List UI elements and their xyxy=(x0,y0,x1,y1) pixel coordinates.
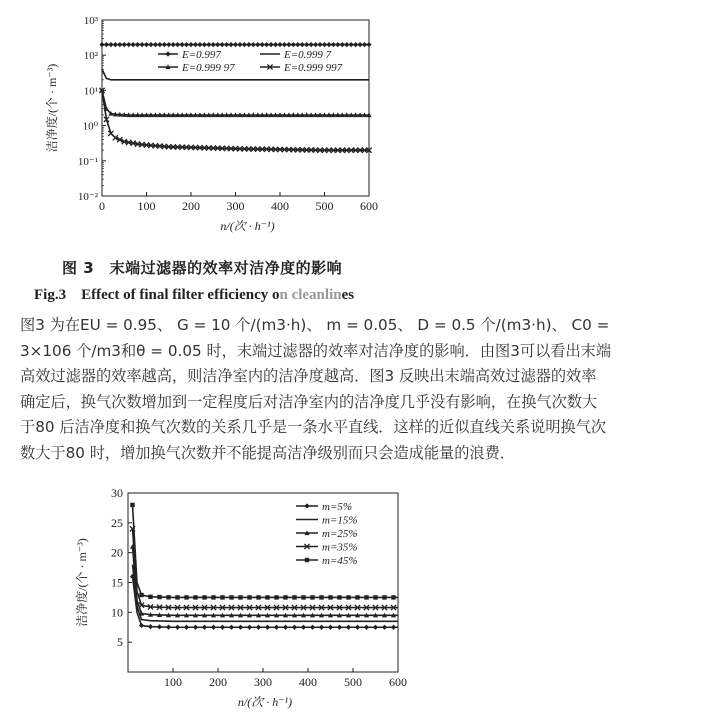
data-point xyxy=(229,625,234,630)
series-line xyxy=(133,577,399,628)
y-tick-label: 10³ xyxy=(83,15,98,27)
y-tick-label: 10² xyxy=(83,50,98,63)
data-point xyxy=(229,595,233,599)
x-tick-label: 500 xyxy=(344,675,362,689)
data-point xyxy=(331,42,336,47)
data-point xyxy=(273,42,278,47)
x-tick-label: 600 xyxy=(389,675,407,689)
data-point xyxy=(220,595,224,599)
data-point xyxy=(337,595,341,599)
data-point xyxy=(304,503,309,508)
legend-item xyxy=(296,515,358,527)
data-point xyxy=(310,625,315,630)
data-point xyxy=(309,42,314,47)
y-tick-label: 20 xyxy=(111,545,123,560)
x-tick-label: 400 xyxy=(299,675,317,689)
data-point xyxy=(292,625,297,630)
data-point xyxy=(364,625,369,630)
figure3-caption-cn: 图 3 末端过滤器的效率对洁净度的影响 xyxy=(62,259,343,277)
data-point xyxy=(99,42,104,47)
data-point xyxy=(206,42,211,47)
data-point xyxy=(184,625,189,630)
legend-item xyxy=(296,501,352,513)
data-point xyxy=(319,625,324,630)
data-point xyxy=(251,42,256,47)
figure3-caption-en xyxy=(34,283,354,304)
data-point xyxy=(274,625,279,630)
data-point xyxy=(317,42,322,47)
data-point xyxy=(337,625,342,630)
data-point xyxy=(260,42,265,47)
legend-item xyxy=(260,49,332,61)
data-point xyxy=(193,595,197,599)
legend-label: E=0.999 7 xyxy=(284,49,332,61)
data-point xyxy=(148,42,153,47)
data-point xyxy=(310,595,314,599)
data-point xyxy=(175,595,179,599)
data-point xyxy=(175,42,180,47)
data-point xyxy=(202,595,206,599)
data-point xyxy=(117,42,122,47)
x-tick-label: 200 xyxy=(182,199,200,213)
data-point xyxy=(197,42,202,47)
data-point xyxy=(305,558,309,562)
data-point xyxy=(166,625,171,630)
x-axis-label: n/(次 · h⁻¹) xyxy=(220,219,275,233)
legend-label: m=25% xyxy=(322,528,358,540)
data-point xyxy=(157,42,162,47)
data-point xyxy=(269,42,274,47)
data-point xyxy=(277,42,282,47)
series-1 xyxy=(133,565,399,622)
data-point xyxy=(353,42,358,47)
data-point xyxy=(193,625,198,630)
data-point xyxy=(220,42,225,47)
data-point xyxy=(238,595,242,599)
legend-item xyxy=(158,49,221,61)
data-point xyxy=(104,42,109,47)
data-point xyxy=(242,42,247,47)
data-point xyxy=(346,595,350,599)
data-point xyxy=(265,595,269,599)
x-tick-label: 600 xyxy=(360,199,378,213)
data-point xyxy=(274,595,278,599)
data-point xyxy=(382,625,387,630)
data-point xyxy=(157,595,161,599)
legend-label: E=0.997 xyxy=(182,49,221,61)
y-tick-label: 10⁻² xyxy=(77,191,98,203)
paragraph-line: 数大于80 时，增加换气次数并不能提高洁净级别而只会造成能量的浪费． xyxy=(20,443,515,462)
legend-label: m=15% xyxy=(322,514,358,527)
y-tick-label: 5 xyxy=(117,635,123,650)
data-point xyxy=(256,595,260,599)
x-tick-label: 0 xyxy=(99,199,105,213)
x-tick-label: 400 xyxy=(271,199,289,213)
x-tick-label: 100 xyxy=(164,675,182,689)
figure3-caption-en-start: Fig.3 Effect of final filter efficiency o xyxy=(34,287,280,303)
data-point xyxy=(319,595,323,599)
data-point xyxy=(228,42,233,47)
data-point xyxy=(238,625,243,630)
data-point xyxy=(382,595,386,599)
data-point xyxy=(282,42,287,47)
legend-label: m=5% xyxy=(322,501,353,513)
series-2 xyxy=(99,88,371,117)
data-point xyxy=(362,42,367,47)
body-paragraph xyxy=(20,313,696,466)
data-point xyxy=(373,625,378,630)
data-point xyxy=(346,625,351,630)
data-point xyxy=(237,42,242,47)
series-line xyxy=(102,90,369,150)
data-point xyxy=(166,595,170,599)
data-point xyxy=(224,42,229,47)
data-point xyxy=(211,42,216,47)
data-point xyxy=(246,42,251,47)
paragraph-line: 于80 后洁净度和换气次数的关系几乎是一条水平直线．这样的近似直线关系说明换气次 xyxy=(20,418,607,436)
data-point xyxy=(180,42,185,47)
data-point xyxy=(122,42,127,47)
x-tick-label: 500 xyxy=(315,199,334,213)
y-tick-label: 10¹ xyxy=(83,85,98,98)
data-point xyxy=(144,42,149,47)
y-tick-label: 30 xyxy=(111,486,123,500)
data-point xyxy=(344,42,349,47)
series-3 xyxy=(99,88,371,153)
legend-label: m=35% xyxy=(322,541,358,554)
series-0 xyxy=(99,42,371,47)
data-point xyxy=(283,625,288,630)
data-point xyxy=(184,595,188,599)
y-tick-label: 10⁰ xyxy=(82,120,98,133)
data-point xyxy=(366,42,371,47)
data-point xyxy=(135,42,140,47)
data-point xyxy=(220,625,225,630)
figure3-caption-en-end: es xyxy=(341,287,355,303)
paragraph-line: 确定后，换气次数增加到一定程度后对洁净室内的洁净度几乎没有影响，在换气次数大 xyxy=(20,392,598,411)
data-point xyxy=(171,42,176,47)
data-point xyxy=(355,625,360,630)
data-point xyxy=(175,625,180,630)
y-tick-label: 10⁻¹ xyxy=(77,155,98,168)
data-point xyxy=(247,595,251,599)
data-point xyxy=(340,42,345,47)
data-point xyxy=(215,42,220,47)
x-axis-label: n/(次 · h⁻¹) xyxy=(237,695,293,709)
data-point xyxy=(211,595,215,599)
legend-label: E=0.999 97 xyxy=(182,62,235,74)
data-point xyxy=(108,42,113,47)
legend-item xyxy=(296,542,358,554)
legend-item xyxy=(296,528,358,540)
data-point xyxy=(283,595,287,599)
data-point xyxy=(304,42,309,47)
data-point xyxy=(165,51,170,56)
paragraph-line: 图3 为在EU = 0.95、 G = 10 个/(m3·h)、 m = 0.05、 D = 0.5 个/(m3·h)、 C0 = xyxy=(20,316,610,334)
data-point xyxy=(313,42,318,47)
data-point xyxy=(391,595,395,599)
data-point xyxy=(202,625,207,630)
data-point xyxy=(364,595,368,599)
data-point xyxy=(286,42,291,47)
paragraph-line: 高效过滤器的效率越高，则洁净室内的洁净度越高．图3 反映出末端高效过滤器的效率 xyxy=(20,367,597,385)
data-point xyxy=(247,625,252,630)
data-point xyxy=(373,595,377,599)
figure4-chart xyxy=(70,478,415,718)
data-point xyxy=(148,624,153,629)
y-tick-label: 10 xyxy=(111,605,123,620)
series-line xyxy=(133,505,399,597)
data-point xyxy=(355,595,359,599)
data-point xyxy=(139,623,144,628)
legend-item xyxy=(158,62,235,74)
y-tick-label: 25 xyxy=(111,515,123,530)
paragraph-line: 3×106 个/m3和θ = 0.05 时，末端过滤器的效率对洁净度的影响．由图3可以看出末端 xyxy=(20,341,612,360)
data-point xyxy=(211,625,216,630)
data-point xyxy=(193,42,198,47)
data-point xyxy=(256,625,261,630)
data-point xyxy=(291,42,296,47)
data-point xyxy=(188,42,193,47)
data-point xyxy=(349,42,354,47)
data-point xyxy=(300,42,305,47)
data-point xyxy=(322,42,327,47)
data-point xyxy=(328,595,332,599)
x-tick-label: 300 xyxy=(254,675,272,689)
series-line xyxy=(102,90,369,115)
data-point xyxy=(113,42,118,47)
y-axis-label: 洁净度/(个 · m⁻³) xyxy=(75,538,89,627)
data-point xyxy=(295,42,300,47)
data-point xyxy=(264,42,269,47)
figure3-caption-en-garbled: n cleanlin xyxy=(279,287,342,303)
data-point xyxy=(391,625,396,630)
legend-item xyxy=(260,62,343,74)
data-point xyxy=(162,42,167,47)
data-point xyxy=(233,42,238,47)
data-point xyxy=(265,625,270,630)
x-tick-label: 100 xyxy=(137,199,156,213)
data-point xyxy=(301,595,305,599)
legend-item xyxy=(296,555,358,567)
x-tick-label: 300 xyxy=(226,199,245,213)
data-point xyxy=(184,42,189,47)
data-point xyxy=(328,625,333,630)
data-point xyxy=(358,42,363,47)
y-tick-label: 15 xyxy=(111,575,123,590)
data-point xyxy=(301,625,306,630)
data-point xyxy=(153,42,158,47)
legend-label: E=0.999 997 xyxy=(284,62,343,74)
data-point xyxy=(139,593,143,597)
data-point xyxy=(326,42,331,47)
series-line xyxy=(133,565,399,622)
data-point xyxy=(126,42,131,47)
data-point xyxy=(202,42,207,47)
legend-label: m=45% xyxy=(322,555,358,567)
y-axis-label: 洁净度/(个 · m⁻³) xyxy=(45,63,59,153)
series-4 xyxy=(130,503,398,600)
data-point xyxy=(139,42,144,47)
data-point xyxy=(148,595,152,599)
data-point xyxy=(157,624,162,629)
data-point xyxy=(335,42,340,47)
data-point xyxy=(255,42,260,47)
data-point xyxy=(292,595,296,599)
data-point xyxy=(131,42,136,47)
figure3-chart xyxy=(40,0,390,240)
data-point xyxy=(130,503,134,507)
data-point xyxy=(166,42,171,47)
x-tick-label: 200 xyxy=(209,675,227,689)
